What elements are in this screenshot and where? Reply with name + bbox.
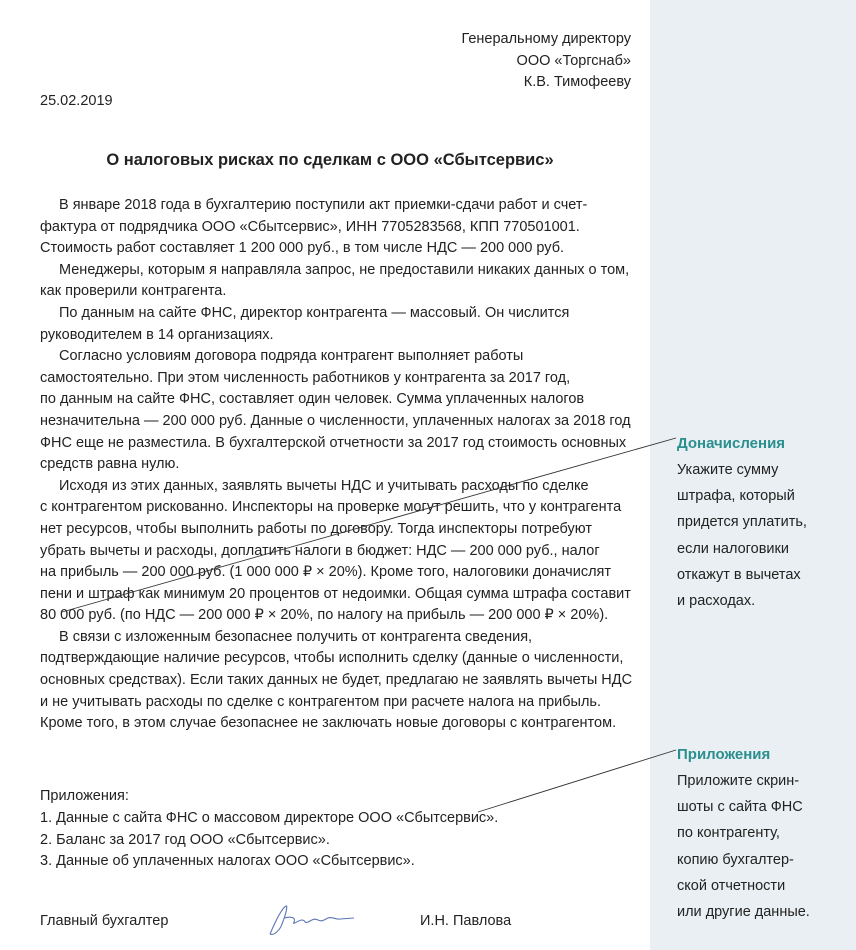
addressee-line: К.В. Тимофееву [523, 74, 631, 90]
note-attachments [677, 746, 847, 925]
text-line: Менеджеры, которым я направляла запрос, не предоставили никаких данных о том, [59, 261, 630, 278]
callout-line-surcharges [62, 438, 676, 612]
text-line: Кроме того, в этом случае безопаснее не заключать новые договоры с контрагентом. [40, 715, 617, 732]
note-text [677, 768, 847, 925]
attachment-item: 1. Данные с сайта ФНС о массовом директоре ООО «Сбытсервис». [40, 809, 499, 826]
text-line: В январе 2018 года в бухгалтерию поступили акт приемки-сдачи работ и счет- [59, 197, 588, 213]
note-title: Приложения [677, 746, 771, 763]
attachment-item: 2. Баланс за 2017 год ООО «Сбытсервис». [40, 831, 330, 848]
note-line: по контрагенту, [677, 825, 780, 842]
text-line: на прибыль — 200 000 руб. (1 000 000 ₽ × 20%). Кроме того, налоговики доначислят [40, 564, 612, 581]
text-line: нет ресурсов, чтобы выполнить работы по договору. Тогда инспекторы потребуют [40, 520, 592, 537]
note-line: если налоговики [677, 540, 789, 557]
text-line: как проверили контрагента. [40, 283, 227, 300]
note-line: Приложите скрин- [677, 773, 800, 789]
text-line: фактура от подрядчика ООО «Сбытсервис», ИНН 7705283568, КПП 770501001. [40, 218, 580, 235]
text-line: по данным на сайте ФНС, составляет один человек. Сумма уплаченных налогов [40, 391, 585, 408]
note-title: Доначисления [677, 435, 786, 452]
text-line: Согласно условиям договора подряда контрагент выполняет работы [59, 348, 524, 365]
text-line: По данным на сайте ФНС, директор контрагента — массовый. Он числится [59, 304, 570, 321]
text-line: В связи с изложенным безопаснее получить от контрагента сведения, [59, 628, 533, 645]
document-date: 25.02.2019 [40, 93, 113, 109]
note-line: или другие данные. [677, 904, 810, 921]
text-line: с контрагентом рискованно. Инспекторы на проверке могут решить, что у контрагента [40, 499, 622, 516]
document-title: О налоговых рисках по сделкам с ООО «Сбытсервис» [106, 151, 554, 169]
text-line: убрать вычеты и расходы, доплатить налоги в бюджет: НДС — 200 000 руб., налог [40, 542, 600, 559]
note-text [677, 457, 847, 614]
text-line: основных средствах). Если таких данных не будет, предлагаю не заявлять вычеты НДС [40, 672, 633, 689]
text-line: незначительна — 200 000 руб. Данные о численности, уплаченных налогах за 2018 год [40, 412, 631, 429]
note-line: придется уплатить, [677, 514, 807, 531]
attachments-heading: Приложения: [40, 788, 129, 804]
note-line: ской отчетности [677, 877, 786, 894]
signatory-role: Главный бухгалтер [40, 913, 169, 929]
addressee-line: Генеральному директору [461, 31, 631, 47]
note-line: откажут в вычетах [677, 566, 801, 583]
text-line: ФНС еще не разместила. В бухгалтерской отчетности за 2017 год стоимость основных [40, 434, 627, 451]
text-line: Исходя из этих данных, заявлять вычеты НДС и учитывать расходы по сделке [59, 477, 589, 494]
note-line: копию бухгалтер- [677, 851, 794, 868]
text-line: руководителем в 14 организациях. [40, 326, 274, 343]
text-line: самостоятельно. При этом численность работников у контрагента за 2017 год, [40, 369, 571, 386]
text-line: пени и штраф как минимум 20 процентов от недоимки. Общая сумма штрафа составит [40, 585, 631, 602]
text-line: подтверждающие наличие ресурсов, чтобы исполнить сделку (данные о численности, [40, 650, 624, 667]
note-line: и расходах. [677, 593, 756, 610]
text-line: средств равна нулю. [40, 456, 180, 473]
callout-line-attachments [478, 750, 676, 812]
addressee-line: ООО «Торгснаб» [516, 52, 631, 69]
signatory-name: И.Н. Павлова [420, 913, 512, 929]
note-line: шоты с сайта ФНС [677, 799, 803, 816]
text-line: Стоимость работ составляет 1 200 000 руб., в том числе НДС — 200 000 руб. [40, 240, 565, 257]
note-line: штрафа, который [677, 488, 795, 505]
note-line: Укажите сумму [677, 462, 779, 478]
attachment-item: 3. Данные об уплаченных налогах ООО «Сбытсервис». [40, 853, 415, 870]
text-line: и не учитывать расходы по сделке с контрагентом при расчете налога на прибыль. [40, 693, 602, 710]
note-surcharges [677, 435, 847, 614]
text-line: 80 000 руб. (по НДС — 200 000 ₽ × 20%, по налогу на прибыль — 200 000 ₽ × 20%). [40, 607, 609, 624]
